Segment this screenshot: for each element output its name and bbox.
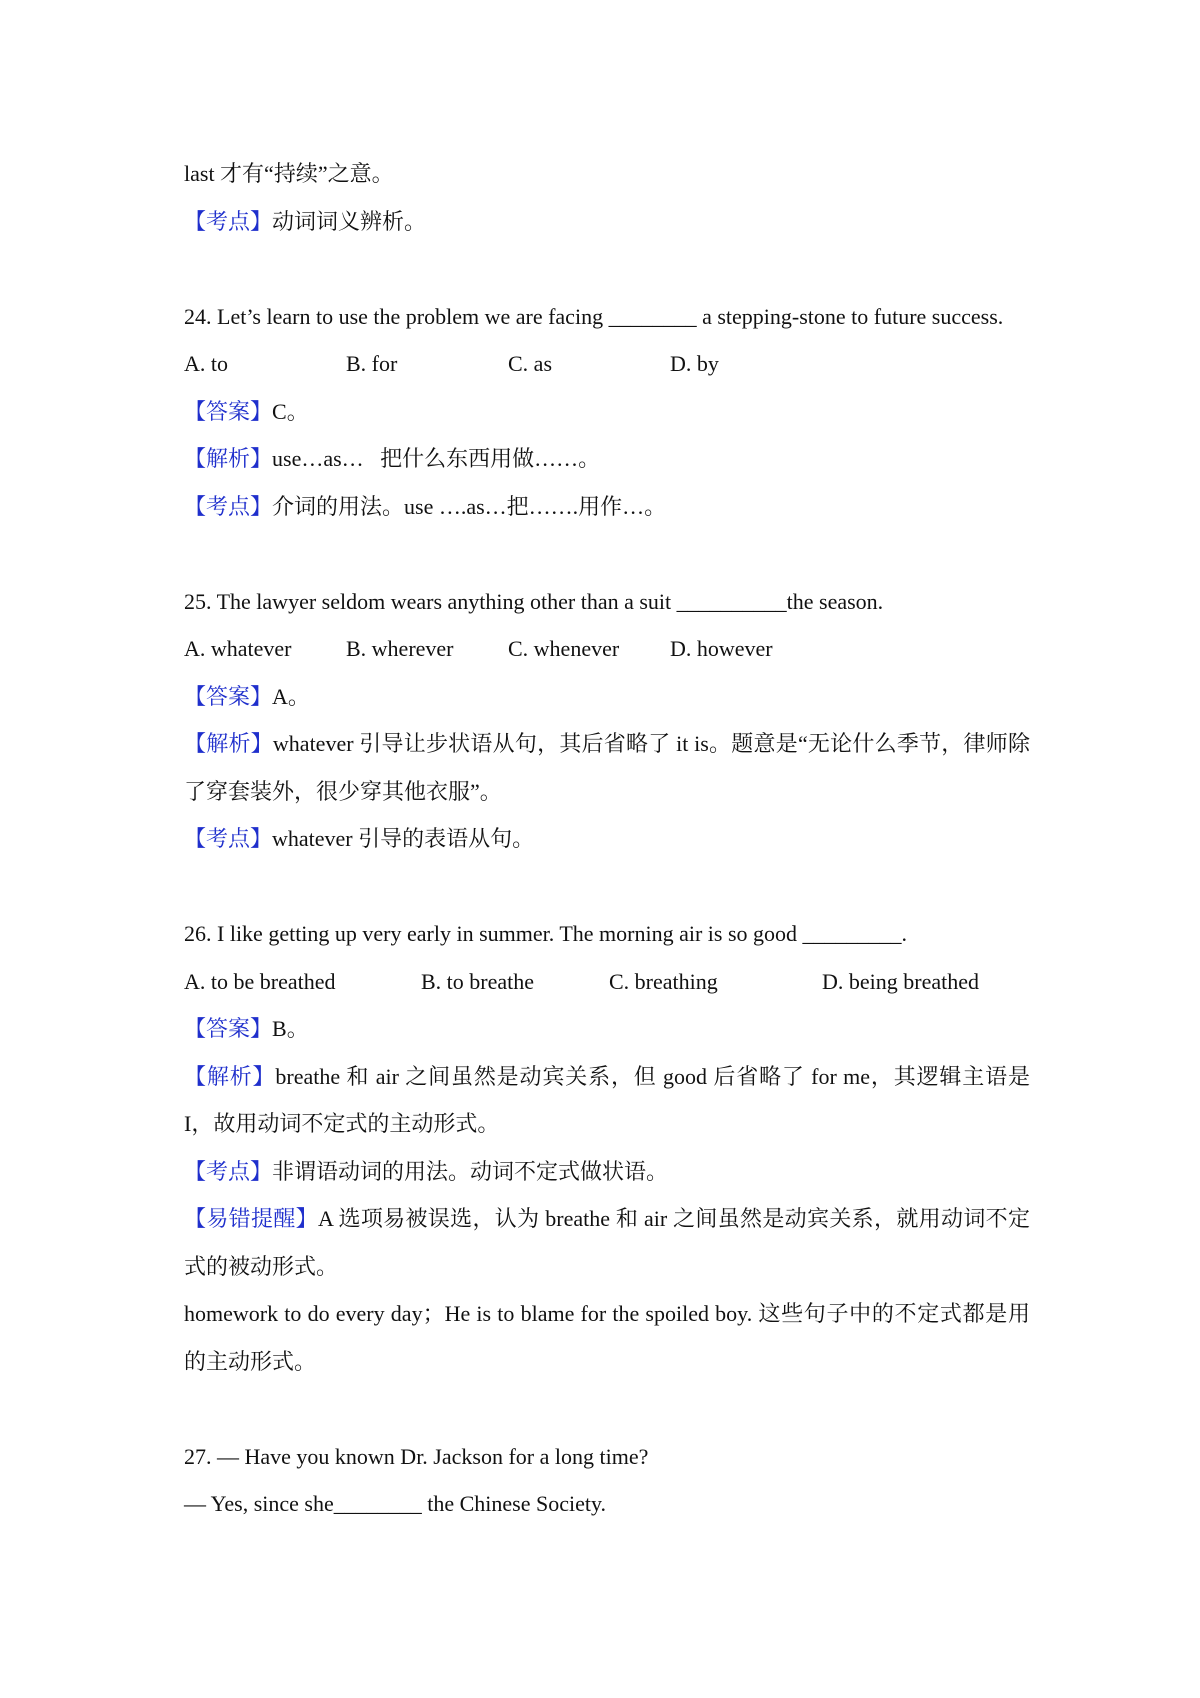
option-b: B. to breathe [421, 968, 535, 994]
answer-text: C。 [272, 398, 309, 424]
kaodian-tag: 【考点】 [184, 826, 273, 851]
kaodian-tag: 【考点】 [184, 1158, 273, 1184]
question-25-options [184, 625, 1030, 673]
option-d: D. however [670, 636, 773, 661]
kaodian-tag: 【考点】 [184, 208, 273, 234]
kaodian-line [184, 483, 1030, 531]
answer-tag: 【答案】 [184, 398, 273, 424]
kaodian-line [184, 1148, 1030, 1196]
kaodian-text: 动词词义辨析。 [272, 208, 427, 234]
tixing-tag: 【易错提醒】 [184, 1206, 318, 1231]
option-b: B. for [346, 351, 398, 376]
kaodian-line [184, 198, 1030, 246]
option-a: A. to [184, 351, 228, 376]
jiexi-line [184, 435, 1030, 483]
jiexi-line [184, 1053, 1030, 1148]
answer-line [184, 1005, 1030, 1053]
kaodian-text: whatever 引导的表语从句。 [272, 826, 535, 851]
option-d: D. being breathed [822, 968, 979, 994]
question-27-reply: — Yes, since she________ the Chinese Society. [184, 1491, 607, 1516]
answer-text: B。 [272, 1016, 309, 1041]
jiexi-text: use…as… 把什么东西用做……。 [272, 446, 601, 471]
document-page [184, 150, 1030, 1528]
jiexi-line [184, 720, 1030, 815]
kaodian-text: 非谓语动词的用法。动词不定式做状语。 [272, 1158, 669, 1184]
continuation-line: last 才有“持续”之意。 [184, 161, 394, 186]
kaodian-text: 介词的用法。use ….as…把…….用作…。 [272, 493, 667, 519]
answer-text: A。 [272, 683, 310, 709]
option-d: D. by [670, 351, 719, 376]
jiexi-tag: 【解析】 [184, 731, 273, 756]
question-26-stem: 26. I like getting up very early in summer. The morning air is so good _________. [184, 921, 908, 946]
jiexi-tag: 【解析】 [184, 446, 273, 471]
option-a: A. to be breathed [184, 968, 336, 994]
question-25-stem: 25. The lawyer seldom wears anything other than a suit __________the season. [184, 588, 884, 614]
jiexi-tag: 【解析】 [184, 1063, 276, 1089]
kaodian-line [184, 815, 1030, 863]
extra-line: homework to do every day；He is to blame for the spoiled boy. 这些句子中的不定式都是用的主动形式。 [184, 1301, 1030, 1374]
option-c: C. breathing [609, 968, 718, 994]
option-c: C. as [508, 351, 552, 376]
option-c: C. whenever [508, 636, 620, 661]
question-26-options [184, 958, 1030, 1006]
answer-line [184, 673, 1030, 721]
question-27-stem: 27. — Have you known Dr. Jackson for a long time? [184, 1443, 649, 1469]
tixing-text: A 选项易被误选，认为 breathe 和 air 之间虽然是动宾关系，就用动词不定式的被动形式。 [184, 1206, 1030, 1279]
tixing-line [184, 1195, 1030, 1290]
kaodian-tag: 【考点】 [184, 493, 273, 519]
jiexi-text: breathe 和 air 之间虽然是动宾关系，但 good 后省略了 for me，其逻辑主语是 I，故用动词不定式的主动形式。 [184, 1063, 1030, 1136]
answer-tag: 【答案】 [184, 1016, 273, 1041]
option-b: B. wherever [346, 636, 454, 661]
jiexi-text: whatever 引导让步状语从句，其后省略了 it is。题意是“无论什么季节，律师除了穿套装外，很少穿其他衣服”。 [184, 731, 1030, 804]
answer-tag: 【答案】 [184, 683, 273, 709]
answer-line [184, 388, 1030, 436]
question-24-stem: 24. Let’s learn to use the problem we are facing ________ a stepping-stone to future success. [184, 303, 1004, 329]
question-24-options [184, 340, 1030, 388]
option-a: A. whatever [184, 636, 292, 661]
